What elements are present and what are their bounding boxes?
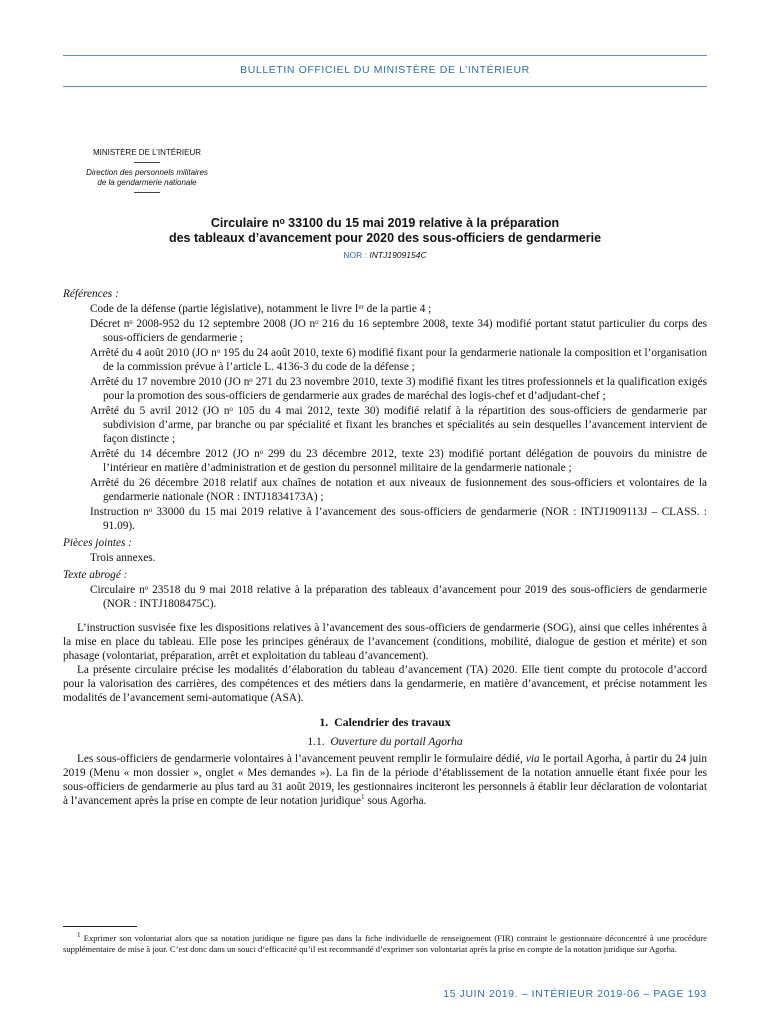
footnote-rule xyxy=(63,926,137,927)
direction-line-2: de la gendarmerie nationale xyxy=(97,178,197,187)
reference-item: Arrêté du 26 décembre 2018 relatif aux chaînes de notation et aux niveaux de fusionnement des sous-officiers et volontaires de la gendarmerie nationale (NOR : INTJ1834173A) ; xyxy=(90,477,707,503)
footnote-reference[interactable]: 1 xyxy=(361,793,365,802)
subsection-title: Ouverture du portail Agorha xyxy=(330,736,463,748)
title-line-2: des tableaux d’avancement pour 2020 des sous-officiers de gendarmerie xyxy=(168,231,602,245)
reference-item: Décret nᵒ 2008-952 du 12 septembre 2008 (JO nᵒ 216 du 16 septembre 2008, texte 34) modifié portant statut particulier du corps des sous-officiers de gendarmerie ; xyxy=(90,318,707,344)
subsection-number: 1.1. xyxy=(307,736,325,748)
attachments-text: Trois annexes. xyxy=(90,552,156,564)
reference-item: Arrêté du 5 avril 2012 (JO nᵒ 105 du 4 mai 2012, texte 30) modifié relatif à la répartition des sous-officiers de gendarmerie par subdivision d’arme, par branche ou par spécialité et fixant les branches et spécialités au sein desquelles l’avancement intervient de façon distincte ; xyxy=(90,405,707,445)
subsection-heading xyxy=(63,735,707,749)
reference-item: Arrêté du 4 août 2010 (JO nᵒ 195 du 24 août 2010, texte 6) modifié fixant pour la gendarmerie nationale la composition et l’organisation de la commission prévue à l’article L. 4136-3 du code de la défense ; xyxy=(90,347,707,373)
nor-reference xyxy=(63,250,707,260)
paragraph-italic: via xyxy=(525,753,540,765)
document-body xyxy=(63,284,707,808)
paragraph-text: sous Agorha. xyxy=(364,795,427,807)
page-footer: 15 JUIN 2019. – INTÉRIEUR 2019-06 – PAGE 193 xyxy=(443,988,707,1000)
footnote xyxy=(63,933,707,955)
divider xyxy=(134,192,160,193)
paragraph: L’instruction susvisée fixe les dispositions relatives à l’avancement des sous-officiers de gendarmerie (SOG), ainsi que celles inhérentes à la mise en place du tableau. Elle pose les principes généraux de l’avancement (conditions, mobilité, dialogue de gestion et mérite) et son phasage (volontariat, préparation, arrêt et exploitation du tableau d’avancement). xyxy=(63,622,707,662)
reference-item: Arrêté du 17 novembre 2010 (JO nᵒ 271 du 23 novembre 2010, texte 3) modifié fixant les titres professionnels et la qualification exigés pour la promotion des sous-officiers de gendarmerie aux grades de maréchal des logis-chef et d’adjudant-chef ; xyxy=(90,376,707,402)
divider xyxy=(134,162,160,163)
header-bottom-rule xyxy=(63,86,707,87)
nor-label: NOR : xyxy=(343,250,370,260)
footnote-text: Exprimer son volontariat alors que sa notation juridique ne figure pas dans la fiche individuelle de renseignement (FIR) contraint le gestionnaire déconcentré à une procédure supplémentaire de mise à jour. C’est donc dans un souci d’efficacité qu’il est recommandé d’exprimer son volontariat après la prise en compte de la notation juridique sur Agorha. xyxy=(63,933,707,954)
section-heading xyxy=(63,715,707,729)
section-title: Calendrier des travaux xyxy=(334,715,451,729)
repealed-heading: Texte abrogé : xyxy=(63,569,128,581)
attachments-heading: Pièces jointes : xyxy=(63,537,133,549)
direction-line-1: Direction des personnels militaires xyxy=(86,168,208,177)
document-title xyxy=(63,216,707,246)
nor-value: INTJ1909154C xyxy=(369,250,427,260)
reference-item: Arrêté du 14 décembre 2012 (JO nᵒ 299 du 23 décembre 2012, texte 23) modifié portant délégation de pouvoirs du ministre de l’intérieur en matière d’administration et de gestion du personnel militaire de la gendarmerie nationale ; xyxy=(90,448,707,474)
ministry-name: MINISTÈRE DE L’INTÉRIEUR xyxy=(92,148,201,157)
paragraph: La présente circulaire précise les modalités d’élaboration du tableau d’avancement (TA) 2020. Elle tient compte du protocole d’accord pour la valorisation des carrières, des compétences et des métiers dans la gendarmerie, en matière d’avancement, et précise notamment les modalités de l’avancement semi-automatique (ASA). xyxy=(63,664,707,704)
ministry-block xyxy=(63,148,231,198)
section-number: 1. xyxy=(319,715,329,729)
reference-item: Code de la défense (partie législative), notamment le livre Iᵉʳ de la partie 4 ; xyxy=(90,303,432,315)
spacer xyxy=(63,611,707,621)
header-top-rule xyxy=(63,55,707,56)
reference-item: Instruction nᵒ 33000 du 15 mai 2019 relative à l’avancement des sous-officiers de gendarmerie (NOR : INTJ1909113J – CLASS. : 91.09). xyxy=(90,506,707,532)
section-paragraph xyxy=(63,752,707,808)
paragraph-text: le portail Agorha, à partir du 24 juin 2019 (Menu « mon dossier », onglet « Mes demandes »). La fin de la période d’établissement de la notation annuelle étant fixée pour les sous-officiers de gendarmerie au plus tard au 31 août 2019, les gestionnaires inciteront les personnels à établir leur déclaration de volontariat à l’avancement après la prise en compte de leur notation juridique xyxy=(63,753,707,807)
footnote-mark: 1 xyxy=(77,931,81,940)
repealed-text: Circulaire nᵒ 23518 du 9 mai 2018 relative à la préparation des tableaux d’avancement pour 2019 des sous-officiers de gendarmerie (NOR : INTJ1808475C). xyxy=(90,584,707,610)
references-heading: Références : xyxy=(63,288,119,300)
title-line-1: Circulaire nᵒ 33100 du 15 mai 2019 relative à la préparation xyxy=(210,216,560,230)
paragraph-text: Les sous-officiers de gendarmerie volontaires à l’avancement peuvent remplir le formulaire dédié, xyxy=(77,753,526,765)
bulletin-header: BULLETIN OFFICIEL DU MINISTÈRE DE L’INTÉRIEUR xyxy=(240,64,530,76)
